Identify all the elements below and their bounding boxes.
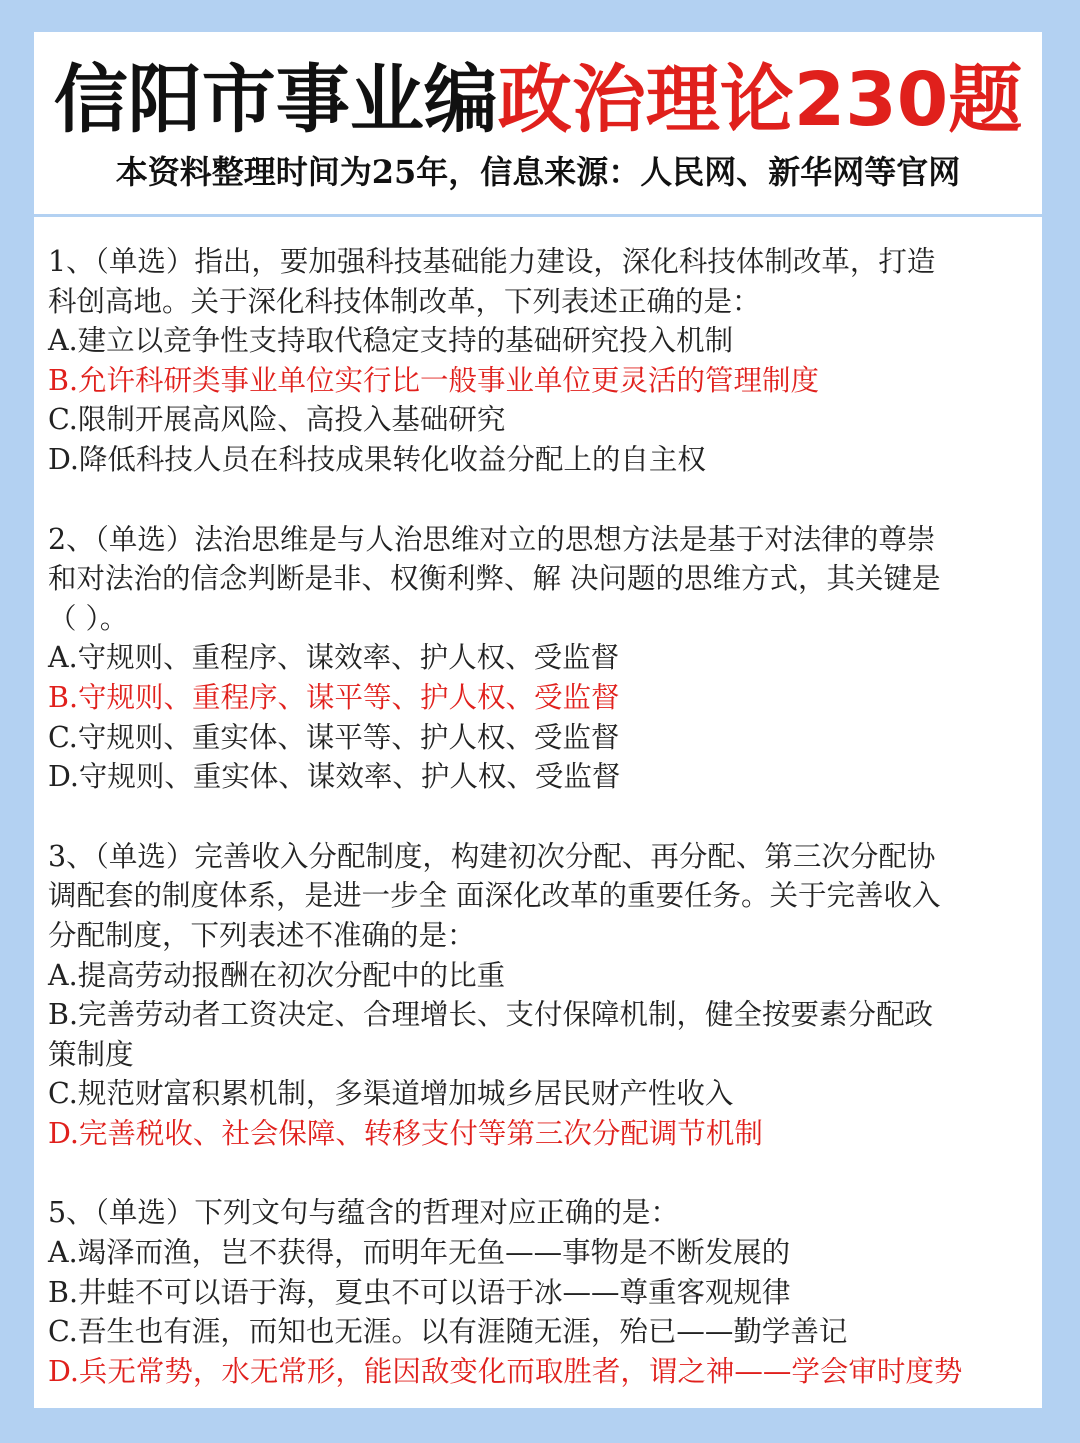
question-stem-line: （ ）。	[48, 601, 129, 635]
question-stem-line: 调配套的制度体系，是进一步全 面深化改革的重要任务。关于完善收入	[48, 879, 941, 913]
option-b-correct: B.允许科研类事业单位实行比一般事业单位更灵活的管理制度	[48, 363, 820, 397]
title-red-part: 政治理论230题	[497, 57, 1023, 143]
option-d: D.降低科技人员在科技成果转化收益分配上的自主权	[48, 442, 706, 476]
option-c: C.规范财富积累机制，多渠道增加城乡居民财产性收入	[48, 1077, 734, 1111]
question-stem-line: 和对法治的信念判断是非、权衡利弊、解 决问题的思维方式，其关键是	[48, 562, 941, 596]
option-c: C.守规则、重实体、谋平等、护人权、受监督	[48, 720, 620, 754]
option-a: A.建立以竞争性支持取代稳定支持的基础研究投入机制	[48, 324, 734, 358]
page-subtitle: 本资料整理时间为25年，信息来源：人民网、新华网等官网	[115, 153, 961, 191]
title-black-part: 信阳市事业编	[53, 57, 498, 143]
question-5	[48, 1193, 1032, 1391]
question-2	[48, 520, 1032, 797]
question-stem-line: 3、（单选）完善收入分配制度，构建初次分配、再分配、第三次分配协	[48, 839, 936, 873]
question-3	[48, 837, 1032, 1154]
option-a: A.竭泽而渔，岂不获得，而明年无鱼——事物是不断发展的	[48, 1236, 791, 1270]
option-a: A.守规则、重程序、谋效率、护人权、受监督	[48, 641, 620, 675]
option-b-correct: B.守规则、重程序、谋平等、护人权、受监督	[48, 680, 620, 714]
header-divider	[34, 214, 1042, 217]
question-stem-line: 2、（单选）法治思维是与人治思维对立的思想方法是基于对法律的尊崇	[48, 522, 936, 556]
option-d: D.守规则、重实体、谋效率、护人权、受监督	[48, 760, 621, 794]
question-stem-line: 1、（单选）指出，要加强科技基础能力建设，深化科技体制改革，打造	[48, 245, 936, 278]
option-d-correct: D.兵无常势，水无常形，能因敌变化而取胜者，谓之神——学会审时度势	[48, 1354, 963, 1388]
header	[34, 32, 1042, 216]
option-b-continued: 策制度	[48, 1037, 134, 1071]
option-a: A.提高劳动报酬在初次分配中的比重	[48, 958, 506, 992]
option-d-correct: D.完善税收、社会保障、转移支付等第三次分配调节机制	[48, 1116, 763, 1150]
content-card	[34, 32, 1042, 1408]
option-b: B.完善劳动者工资决定、合理增长、支付保障机制，健全按要素分配政	[48, 998, 934, 1032]
question-stem-line: 分配制度，下列表述不准确的是：	[48, 918, 476, 952]
option-b: B.井蛙不可以语于海，夏虫不可以语于冰——尊重客观规律	[48, 1275, 791, 1309]
question-stem-line: 科创高地。关于深化科技体制改革，下列表述正确的是：	[48, 284, 761, 318]
question-1	[48, 242, 1032, 480]
page-title	[34, 50, 1042, 150]
option-c: C.限制开展高风险、高投入基础研究	[48, 403, 506, 437]
option-c: C.吾生也有涯，而知也无涯。以有涯随无涯，殆已——勤学善记	[48, 1315, 848, 1349]
question-stem-line: 5、（单选）下列文句与蕴含的哲理对应正确的是：	[48, 1196, 679, 1230]
question-list	[48, 242, 1032, 1431]
